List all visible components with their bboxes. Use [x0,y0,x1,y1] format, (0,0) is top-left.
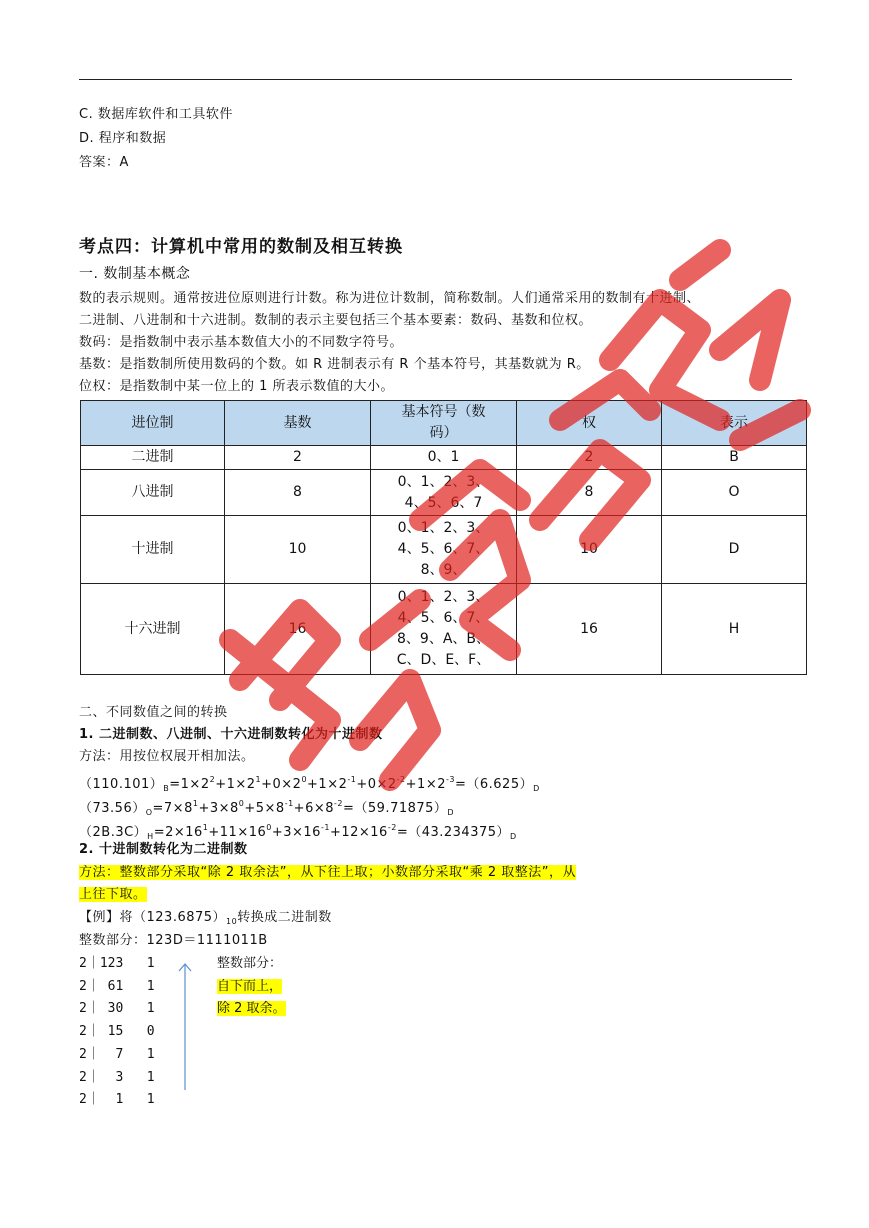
table-cell: 0、1、2、3、 4、5、6、7 [371,470,517,516]
formula-hex: $(2B.3C)_H=2\times 16^1+11\times 16^0+3\times 16^{-1}+12\times 16^{-2}=(43.234375)_D$ [79,823,517,841]
header-rule [79,79,792,80]
table-header: 基本符号（数 码） [371,401,517,446]
paragraph-line: 数的表示规则。通常按进位原则进行计数。称为进位计数制，简称数制。人们通常采用的数制有十进制、 [79,291,701,306]
division-row: 2｜ 3 1 [79,1070,155,1085]
table-header: 进位制 [81,401,225,446]
division-row: 2｜123 1 [79,956,155,971]
table-cell: 8 [225,470,371,516]
example-text: 【例】将$(123.6875)_{10}$转换成二进制数 [79,910,332,926]
table-cell: 2 [517,446,662,470]
subheading-conversion: 二、不同数值之间的转换 [79,705,228,720]
note-highlight: 自下而上， [217,979,283,994]
section-title: 考点四：计算机中常用的数制及相互转换 [79,237,403,257]
table-row [81,584,807,675]
table-row [81,446,807,470]
paragraph-radix: 基数：是指数制所使用数码的个数。如 R 进制表示有 R 个基本符号，其基数就为 R。 [79,357,590,372]
table-row [81,470,807,516]
paragraph-weight: 位权：是指数制中某一位上的 1 所表示数值的大小。 [79,379,395,394]
table-header: 表示 [662,401,807,446]
table-cell: 10 [225,516,371,584]
table-cell: 10 [517,516,662,584]
note-highlight: 除 2 取余。 [217,1001,286,1016]
division-row: 2｜ 1 1 [79,1092,155,1107]
formula-binary: $(110.101)_B=1\times 2^2+1\times 2^1+0\times 2^0+1\times 2^{-1}+0\times 2^{-2}+1\times 2^{-3}=(6.625)_D$ [79,775,540,793]
answer: 答案：A [79,155,129,170]
table-header-row [81,401,807,446]
table-cell: 2 [225,446,371,470]
arrow-up-icon [178,962,192,1092]
table-cell: B [662,446,807,470]
method-text-highlight: 上往下取。 [79,887,147,902]
table-header: 权 [517,401,662,446]
table-cell: 八进制 [81,470,225,516]
table-cell: H [662,584,807,675]
table-cell: 16 [517,584,662,675]
heading-to-decimal: 1. 二进制数、八进制、十六进制数转化为十进制数 [79,727,383,742]
note-title: 整数部分： [217,956,283,971]
table-cell: 0、1 [371,446,517,470]
table-cell: D [662,516,807,584]
table-header: 基数 [225,401,371,446]
formula-octal: $(73.56)_O=7\times 8^1+3\times 8^0+5\times 8^{-1}+6\times 8^{-2}=(59.71875)_D$ [79,799,455,817]
integer-part-result: 整数部分：123D＝1111011B [79,933,268,948]
heading-to-binary: 2. 十进制数转化为二进制数 [79,842,248,857]
division-row: 2｜ 30 1 [79,1001,155,1016]
table-row [81,516,807,584]
method-text-highlight: 方法：整数部分采取“除 2 取余法”，从下往上取；小数部分采取“乘 2 取整法”，从 [79,865,577,880]
subheading-concepts: 一. 数制基本概念 [79,266,191,282]
number-system-table [80,400,807,675]
option-d: D. 程序和数据 [79,131,167,146]
table-cell: 0、1、2、3、 4、5、6、7、 8、9、 [371,516,517,584]
table-cell: 十六进制 [81,584,225,675]
division-row: 2｜ 61 1 [79,979,155,994]
paragraph-line: 二进制、八进制和十六进制。数制的表示主要包括三个基本要素：数码、基数和位权。 [79,313,593,328]
table-cell: 16 [225,584,371,675]
division-row: 2｜ 7 1 [79,1047,155,1062]
table-cell: 十进制 [81,516,225,584]
paragraph-digits: 数码：是指数制中表示基本数值大小的不同数字符号。 [79,335,404,350]
method-text: 方法：用按位权展开相加法。 [79,749,255,764]
option-c: C. 数据库软件和工具软件 [79,107,233,122]
table-cell: 0、1、2、3、 4、5、6、7、 8、9、A、B、 C、D、E、F、 [371,584,517,675]
table-cell: 8 [517,470,662,516]
division-row: 2｜ 15 0 [79,1024,155,1039]
table-cell: O [662,470,807,516]
table-cell: 二进制 [81,446,225,470]
